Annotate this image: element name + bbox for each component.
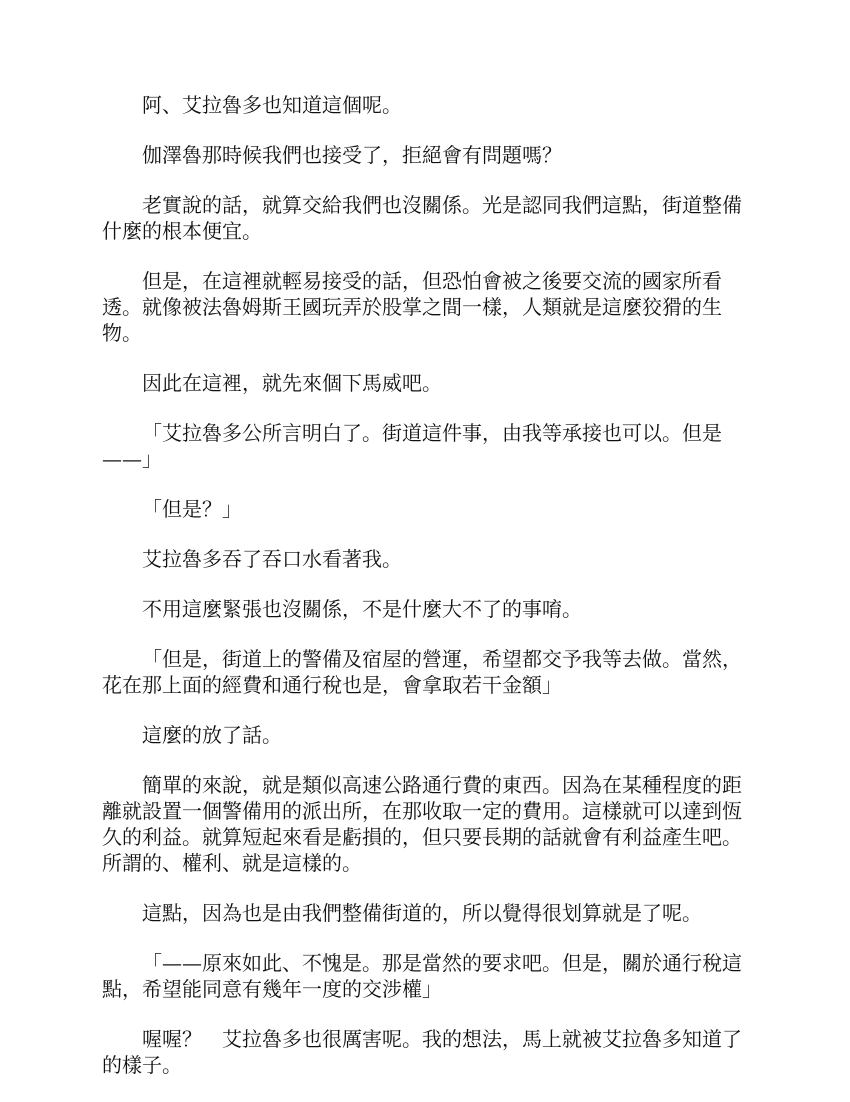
paragraph-3: 老實說的話，就算交給我們也沒關係。光是認同我們這點，街道整備什麼的根本便宜。 — [102, 193, 742, 243]
paragraph-15: 喔喔？ 艾拉魯多也很厲害呢。我的想法，馬上就被艾拉魯多知道了的樣子。 — [102, 1027, 742, 1077]
paragraph-6: 「艾拉魯多公所言明白了。街道這件事，由我等承接也可以。但是——」 — [102, 421, 722, 471]
paragraph-9: 不用這麼緊張也沒關係，不是什麼大不了的事唷。 — [142, 597, 582, 621]
paragraph-14: 「——原來如此、不愧是。那是當然的要求吧。但是，關於通行稅這點，希望能同意有幾年一度的交涉權」 — [102, 951, 742, 1001]
paragraph-4: 但是，在這裡就輕易接受的話，但恐怕會被之後要交流的國家所看透。就像被法魯姆斯王國玩弄於股掌之間一樣，人類就是這麼狡猾的生物。 — [102, 269, 722, 345]
paragraph-12: 簡單的來說，就是類似高速公路通行費的東西。因為在某種程度的距離就設置一個警備用的派出所，在那收取一定的費用。這樣就可以達到恆久的利益。就算短起來看是虧損的，但只要長期的話就會有利益產生吧。所謂的、權利、就是這樣的。 — [102, 773, 742, 875]
paragraph-13: 這點，因為也是由我們整備街道的，所以覺得很划算就是了呢。 — [142, 901, 702, 925]
paragraph-2: 伽澤魯那時候我們也接受了，拒絕會有問題嗎？ — [142, 143, 562, 167]
document-body — [102, 92, 748, 1102]
paragraph-10: 「但是，街道上的警備及宿屋的營運，希望都交予我等去做。當然，花在那上面的經費和通行稅也是，會拿取若干金額」 — [102, 647, 742, 697]
paragraph-5: 因此在這裡，就先來個下馬威吧。 — [142, 371, 442, 395]
paragraph-1: 阿、艾拉魯多也知道這個呢。 — [142, 93, 402, 117]
paragraph-11: 這麼的放了話。 — [142, 723, 282, 747]
paragraph-8: 艾拉魯多吞了吞口水看著我。 — [142, 547, 402, 571]
paragraph-7: 「但是？」 — [142, 497, 242, 521]
